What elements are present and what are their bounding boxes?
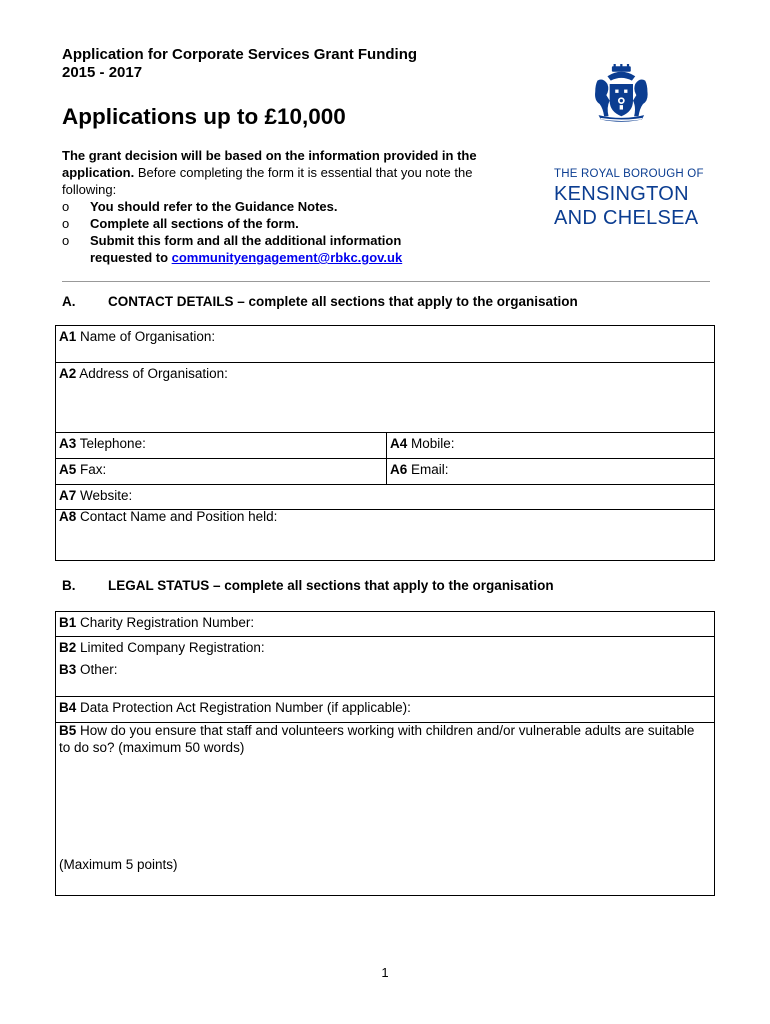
contact-details-form bbox=[55, 325, 715, 561]
a6-code: A6 bbox=[390, 462, 408, 477]
section-b-heading bbox=[62, 578, 554, 593]
a6-label: Email: bbox=[407, 462, 449, 477]
coat-of-arms-icon bbox=[583, 64, 693, 164]
a2-code: A2 bbox=[59, 366, 77, 381]
a3-label: Telephone: bbox=[76, 436, 146, 451]
intro-rest: Before completing the form it is essential that you note the following: bbox=[62, 165, 473, 197]
logo-line2: KENSINGTON bbox=[554, 183, 689, 205]
a1-label: Name of Organisation: bbox=[76, 329, 216, 344]
a1-name-field[interactable] bbox=[56, 326, 714, 362]
b1-label: Charity Registration Number: bbox=[76, 615, 255, 630]
a5-fax-field[interactable] bbox=[56, 459, 386, 484]
document-title bbox=[62, 46, 417, 82]
intro-paragraph bbox=[62, 147, 522, 198]
a2-address-field[interactable] bbox=[56, 363, 714, 432]
bullet-marker: o bbox=[62, 199, 70, 214]
page-number: 1 bbox=[381, 965, 389, 980]
a3-code: A3 bbox=[59, 436, 77, 451]
a3-telephone-field[interactable] bbox=[56, 433, 386, 458]
list-item bbox=[62, 215, 522, 232]
a7-code: A7 bbox=[59, 488, 77, 503]
a5-code: A5 bbox=[59, 462, 77, 477]
list-item-continuation bbox=[62, 249, 522, 266]
a8-contact-field[interactable] bbox=[56, 506, 714, 558]
a8-label: Contact Name and Position held: bbox=[76, 509, 278, 524]
b1-code: B1 bbox=[59, 615, 77, 630]
b2-label: Limited Company Registration: bbox=[76, 640, 265, 655]
a1-code: A1 bbox=[59, 329, 77, 344]
section-a-letter: A. bbox=[62, 294, 76, 309]
section-a-heading bbox=[62, 294, 578, 309]
list-item bbox=[62, 232, 522, 249]
b2-company-field[interactable] bbox=[56, 637, 714, 659]
email-link[interactable]: communityengagement@rbkc.gov.uk bbox=[171, 250, 403, 265]
divider bbox=[62, 281, 710, 282]
b5-code: B5 bbox=[59, 723, 77, 738]
logo-line1: THE ROYAL BOROUGH OF bbox=[554, 168, 704, 180]
bullet-text: Submit this form and all the additional information bbox=[90, 233, 402, 248]
section-a-title: CONTACT DETAILS – complete all sections that apply to the organisation bbox=[108, 294, 578, 309]
b3-code: B3 bbox=[59, 662, 77, 677]
b2-code: B2 bbox=[59, 640, 77, 655]
borough-logo bbox=[554, 168, 704, 230]
list-item bbox=[62, 198, 522, 215]
document-title-line2: 2015 - 2017 bbox=[62, 64, 143, 81]
section-b-title: LEGAL STATUS – complete all sections that apply to the organisation bbox=[108, 578, 554, 593]
a7-label: Website: bbox=[76, 488, 133, 503]
intro-bold: The grant decision will be based on the information provided in the application. bbox=[62, 148, 477, 180]
b3-other-field[interactable] bbox=[56, 659, 714, 696]
bullet-marker: o bbox=[62, 233, 70, 248]
a2-label: Address of Organisation: bbox=[76, 366, 228, 381]
bullet-text: You should refer to the Guidance Notes. bbox=[90, 199, 338, 214]
b3-label: Other: bbox=[76, 662, 118, 677]
instruction-list bbox=[62, 198, 522, 266]
bullet-marker: o bbox=[62, 216, 70, 231]
document-title-line1: Application for Corporate Services Grant Funding bbox=[62, 46, 418, 63]
a4-mobile-field[interactable] bbox=[387, 433, 714, 458]
a6-email-field[interactable] bbox=[387, 459, 714, 484]
b4-label: Data Protection Act Registration Number (if applicable): bbox=[76, 700, 411, 715]
bullet-text: Complete all sections of the form. bbox=[90, 216, 299, 231]
b4-code: B4 bbox=[59, 700, 77, 715]
a8-code: A8 bbox=[59, 509, 77, 524]
a4-code: A4 bbox=[390, 436, 408, 451]
a5-label: Fax: bbox=[76, 462, 107, 477]
a4-label: Mobile: bbox=[407, 436, 455, 451]
section-b-letter: B. bbox=[62, 578, 76, 593]
b5-label: How do you ensure that staff and volunteers working with children and/or vulnerable adults are suitable to do so? (maximum 50 words) bbox=[59, 723, 695, 755]
b5-note: (Maximum 5 points) bbox=[59, 857, 178, 872]
page-headline: Applications up to £10,000 bbox=[62, 104, 346, 129]
legal-status-form bbox=[55, 611, 715, 896]
logo-line3: AND CHELSEA bbox=[554, 207, 699, 229]
b1-charity-field[interactable] bbox=[56, 612, 714, 636]
bullet-text: requested to bbox=[90, 250, 172, 265]
